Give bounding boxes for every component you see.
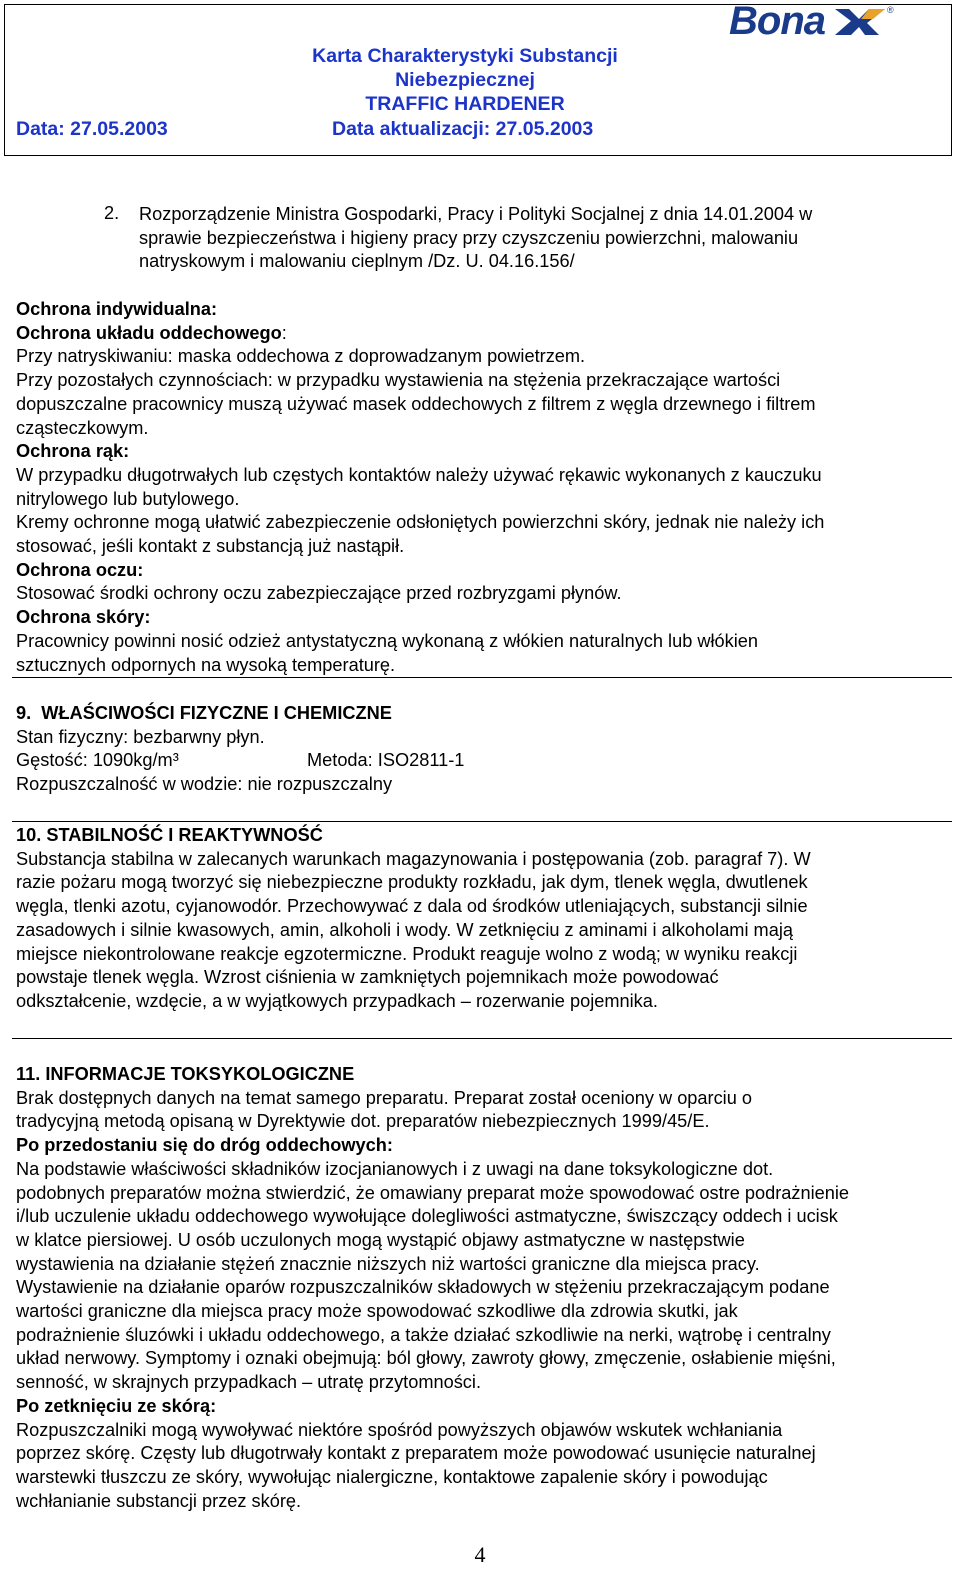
- text-line: Substancja stabilna w zalecanych warunkach magazynowania i postępowania (zob. paragraf 7). W: [16, 848, 811, 869]
- section-9-number: 9.: [16, 703, 32, 723]
- document-header: [4, 0, 952, 156]
- page-number: 4: [474, 1542, 486, 1567]
- text-line: razie pożaru mogą tworzyć się niebezpieczne produkty rozkładu, jak dym, tlenek węgla, dwutlenek: [16, 872, 808, 893]
- solubility: Rozpuszczalność w wodzie: nie rozpuszczalny: [16, 774, 393, 795]
- skin-contact-heading: Po zetknięciu ze skórą:: [16, 1395, 217, 1416]
- section-divider: [12, 677, 952, 678]
- text-line: miejsce niekontrolowane reakcje egzotermiczne. Produkt reaguje wolno z wodą; w wyniku reakcji: [16, 943, 798, 964]
- text-line: Brak dostępnych danych na temat samego preparatu. Preparat został oceniony w oparciu o: [16, 1087, 753, 1108]
- text-line: podobnych preparatów można stwierdzić, że omawiany preparat może spowodować ostre podrażnienie: [16, 1182, 850, 1203]
- text-line: podrażnienie śluzówki i układu oddechowego, a także działać szkodliwie na nerki, wątrobę i centralny: [16, 1324, 831, 1345]
- section-divider: [12, 821, 952, 822]
- section-9-heading: [16, 702, 952, 726]
- text-line: wystawienia na działanie stężeń znacznie niższych niż wartości graniczne dla miejsca pracy.: [16, 1253, 760, 1274]
- regulation-number: 2.: [104, 203, 120, 223]
- section-11: [16, 1063, 952, 1513]
- text-line: wartości graniczne dla miejsca pracy może spowodować szkodliwe dla zdrowia skutki, jak: [16, 1301, 738, 1322]
- bona-x-logo-icon: [835, 7, 887, 35]
- text-line: Wystawienie na działanie oparów rozpuszczalników składowych w stężeniu przekraczającym podane: [16, 1277, 830, 1298]
- text-line: senność, w skrajnych przypadkach – utratę przytomności.: [16, 1372, 481, 1393]
- respiratory-heading: Ochrona układu oddechowego: [16, 322, 282, 343]
- personal-protection-heading: Ochrona indywidualna:: [16, 299, 218, 319]
- personal-protection: [16, 298, 952, 677]
- regulation-line: natryskowym i malowaniu cieplnym /Dz. U. 04.16.156/: [139, 251, 575, 272]
- text-line: W przypadku długotrwałych lub częstych kontaktów należy używać rękawic wykonanych z kauczuku: [16, 464, 822, 485]
- section-10: [16, 824, 952, 1014]
- section-9-title: WŁAŚCIWOŚCI FIZYCZNE I CHEMICZNE: [41, 703, 392, 723]
- text-line: węgla, tlenki azotu, cyjanowodór. Przechowywać z dala od środków utleniających, substancji silnie: [16, 896, 808, 917]
- text-line: wchłanianie substancji przez skórę.: [16, 1490, 302, 1511]
- skin-protection-heading: Ochrona skóry:: [16, 607, 151, 628]
- density-row: [16, 749, 952, 773]
- text-line: układ nerwowy. Symptomy i oznaki obejmują: ból głowy, zawroty głowy, zmęczenie, osłabienie mięśni,: [16, 1348, 836, 1369]
- text-line: warstewki tłuszczu ze skóry, wywołując nialergiczne, kontaktowe zapalenie skóry i powodując: [16, 1466, 768, 1487]
- density: Gęstość: 1090kg/m³: [16, 750, 179, 771]
- bona-logo: [729, 0, 899, 43]
- text-line: Przy pozostałych czynnościach: w przypadku wystawienia na stężenia przekraczające wartości: [16, 370, 781, 391]
- physical-state: Stan fizyczny: bezbarwny płyn.: [16, 726, 265, 747]
- text-line: poprzez skórę. Częsty lub długotrwały kontakt z preparatem może powodować usunięcie naturalnej: [16, 1443, 816, 1464]
- regulation-text: [139, 203, 939, 274]
- eyes-heading: Ochrona oczu:: [16, 559, 144, 580]
- text-line: stosować, jeśli kontakt z substancją już nastąpił.: [16, 536, 405, 557]
- text-line: Przy natryskiwaniu: maska oddechowa z doprowadzanym powietrzem.: [16, 346, 586, 367]
- text-line: powstaje tlenek węgla. Wzrost ciśnienia w zamkniętych pojemnikach może powodować: [16, 967, 719, 988]
- regulation-line: sprawie bezpieczeństwa i higieny pracy przy czyszczeniu powierzchni, malowaniu: [139, 227, 799, 248]
- text-line: Stosować środki ochrony oczu zabezpieczające przed rozbryzgami płynów.: [16, 583, 622, 604]
- product-name: TRAFFIC HARDENER: [365, 93, 565, 115]
- section-divider: [12, 1038, 952, 1039]
- update-date: Data aktualizacji: 27.05.2003: [332, 118, 594, 140]
- section-11-heading: 11. INFORMACJE TOKSYKOLOGICZNE: [16, 1064, 355, 1084]
- text-line: odkształcenie, wzdęcie, a w wyjątkowych przypadkach – rozerwanie pojemnika.: [16, 990, 658, 1011]
- hands-heading: Ochrona rąk:: [16, 441, 130, 462]
- text-line: sztucznych odpornych na wysoką temperaturę.: [16, 654, 396, 675]
- text-line: nitrylowego lub butylowego.: [16, 488, 240, 509]
- issue-date: Data: 27.05.2003: [16, 118, 168, 140]
- text-line: dopuszczalne pracownicy muszą używać masek oddechowych z filtrem z węgla drzewnego i filtrem: [16, 393, 816, 414]
- text-line: zasadowych i silnie kwasowych, amin, alkoholi i wody. W zetknięciu z aminami i alkoholami mają: [16, 919, 793, 940]
- text-line: Kremy ochronne mogą ułatwić zabezpieczenie odsłoniętych powierzchni skóry, jednak nie należy ich: [16, 512, 825, 533]
- text-line: w klatce piersiowej. U osób uczulonych mogą wystąpić objawy astmatyczne w następstwie: [16, 1229, 745, 1250]
- doc-title-line-1: Karta Charakterystyki Substancji: [312, 45, 618, 67]
- inhalation-heading: Po przedostaniu się do dróg oddechowych:: [16, 1135, 393, 1156]
- density-method: Metoda: ISO2811-1: [307, 750, 465, 771]
- respiratory-colon: :: [281, 322, 287, 343]
- respiratory-heading-row: [16, 322, 952, 346]
- regulation-line: Rozporządzenie Ministra Gospodarki, Pracy i Polityki Socjalnej z dnia 14.01.2004 w: [139, 204, 813, 224]
- text-line: Pracownicy powinni nosić odzież antystatyczną wykonaną z włókien naturalnych lub włókien: [16, 630, 759, 651]
- doc-title-line-2: Niebezpiecznej: [395, 69, 535, 91]
- text-line: tradycyjną metodą opisaną w Dyrektywie dot. preparatów niebezpiecznych 1999/45/E.: [16, 1111, 710, 1132]
- text-line: Na podstawie właściwości składników izocjanianowych i z uwagi na dane toksykologiczne dot.: [16, 1158, 774, 1179]
- text-line: cząsteczkowym.: [16, 417, 149, 438]
- text-line: Rozpuszczalniki mogą wywoływać niektóre spośród powyższych objawów wskutek wchłaniania: [16, 1419, 783, 1440]
- section-10-heading: 10. STABILNOŚĆ I REAKTYWNOŚĆ: [16, 825, 323, 845]
- text-line: i/lub uczulenie układu oddechowego wywołujące dolegliwości astmatyczne, świszczący oddech i ucisk: [16, 1206, 838, 1227]
- registered-mark-icon: ®: [887, 5, 894, 15]
- section-9: [16, 702, 952, 797]
- logo-text: Bona: [729, 0, 825, 43]
